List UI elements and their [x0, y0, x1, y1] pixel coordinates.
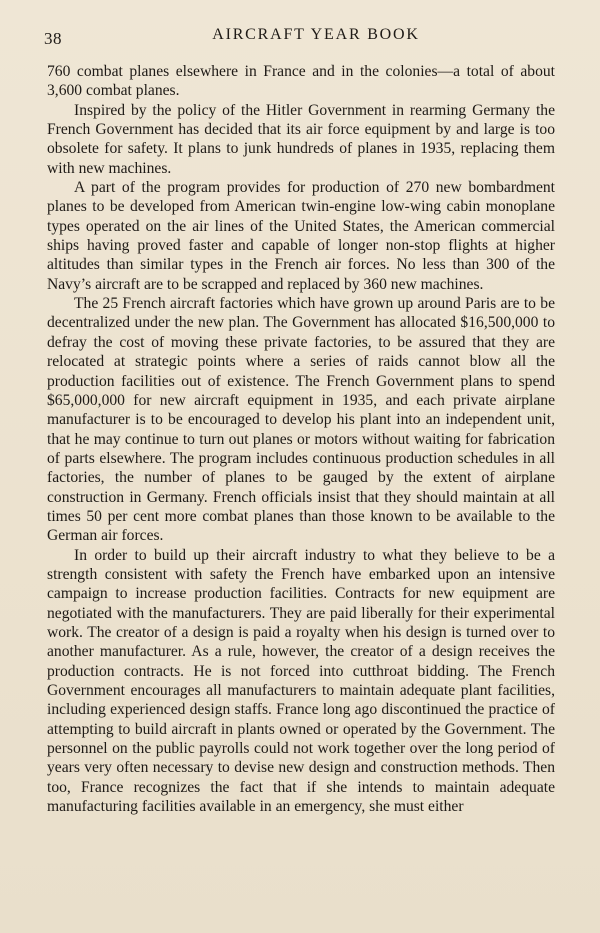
paragraph: 760 combat planes elsewhere in France and in the colonies—a total of about 3,600 combat planes.: [47, 63, 555, 100]
paragraph: A part of the program provides for production of 270 new bombardment planes to be developed from American twin-engine low-wing cabin monoplane types operated on the air lines of the United States, the American commercial ships having proved faster and capable of longer non-stop flights at higher altitudes than similar types in the French air forces. No less than 300 of the Navy’s aircraft are to be scrapped and replaced by 360 new machines.: [47, 179, 555, 293]
running-head: AIRCRAFT YEAR BOOK: [212, 26, 420, 43]
paragraph: Inspired by the policy of the Hitler Government in rearming Germany the French Government has decided that its air force equipment by and large is too obsolete for safety. It plans to junk hundreds of planes in 1935, replacing them with new machines.: [47, 101, 555, 177]
body-text: [47, 62, 555, 816]
paragraph: The 25 French aircraft factories which have grown up around Paris are to be decentralized under the new plan. The Government has allocated $16,500,000 to defray the cost of moving these private factories, to be assured that they are relocated at strategic points where a series of raids cannot blow all the production facilities out of existence. The French Government plans to spend $65,000,000 for new aircraft equipment in 1935, and each private airplane manufacturer is to be encouraged to develop his plant into an independent unit, that he may continue to turn out planes or motors without waiting for fabrication of parts elsewhere. The program includes continuous production schedules in all factories, the number of planes to be gauged by the extent of airplane construction in Germany. French officials insist that they should maintain at all times 50 per cent more combat planes than those known to be available to the German air forces.: [47, 295, 555, 545]
paragraph: In order to build up their aircraft industry to what they believe to be a strength consistent with safety the French have embarked upon an intensive campaign to increase production facilities. Contracts for new equipment are negotiated with the manufacturers. They are paid liberally for their experimental work. The creator of a design is paid a royalty when his design is turned over to another manufacturer. As a rule, however, the creator of a design receives the production contracts. He is not forced into cutthroat bidding. The French Government encourages all manufacturers to maintain adequate plant facilities, including experienced design staffs. France long ago discontinued the practice of attempting to build aircraft in plants owned or operated by the Government. The personnel on the public payrolls could not work together over the long period of years very often necessary to devise new design and construction methods. Then too, France recognizes the fact that if she intends to maintain adequate manufacturing facilities available in an emergency, she must either: [47, 546, 555, 816]
page-number: 38: [44, 29, 62, 48]
page-header: [44, 25, 560, 49]
